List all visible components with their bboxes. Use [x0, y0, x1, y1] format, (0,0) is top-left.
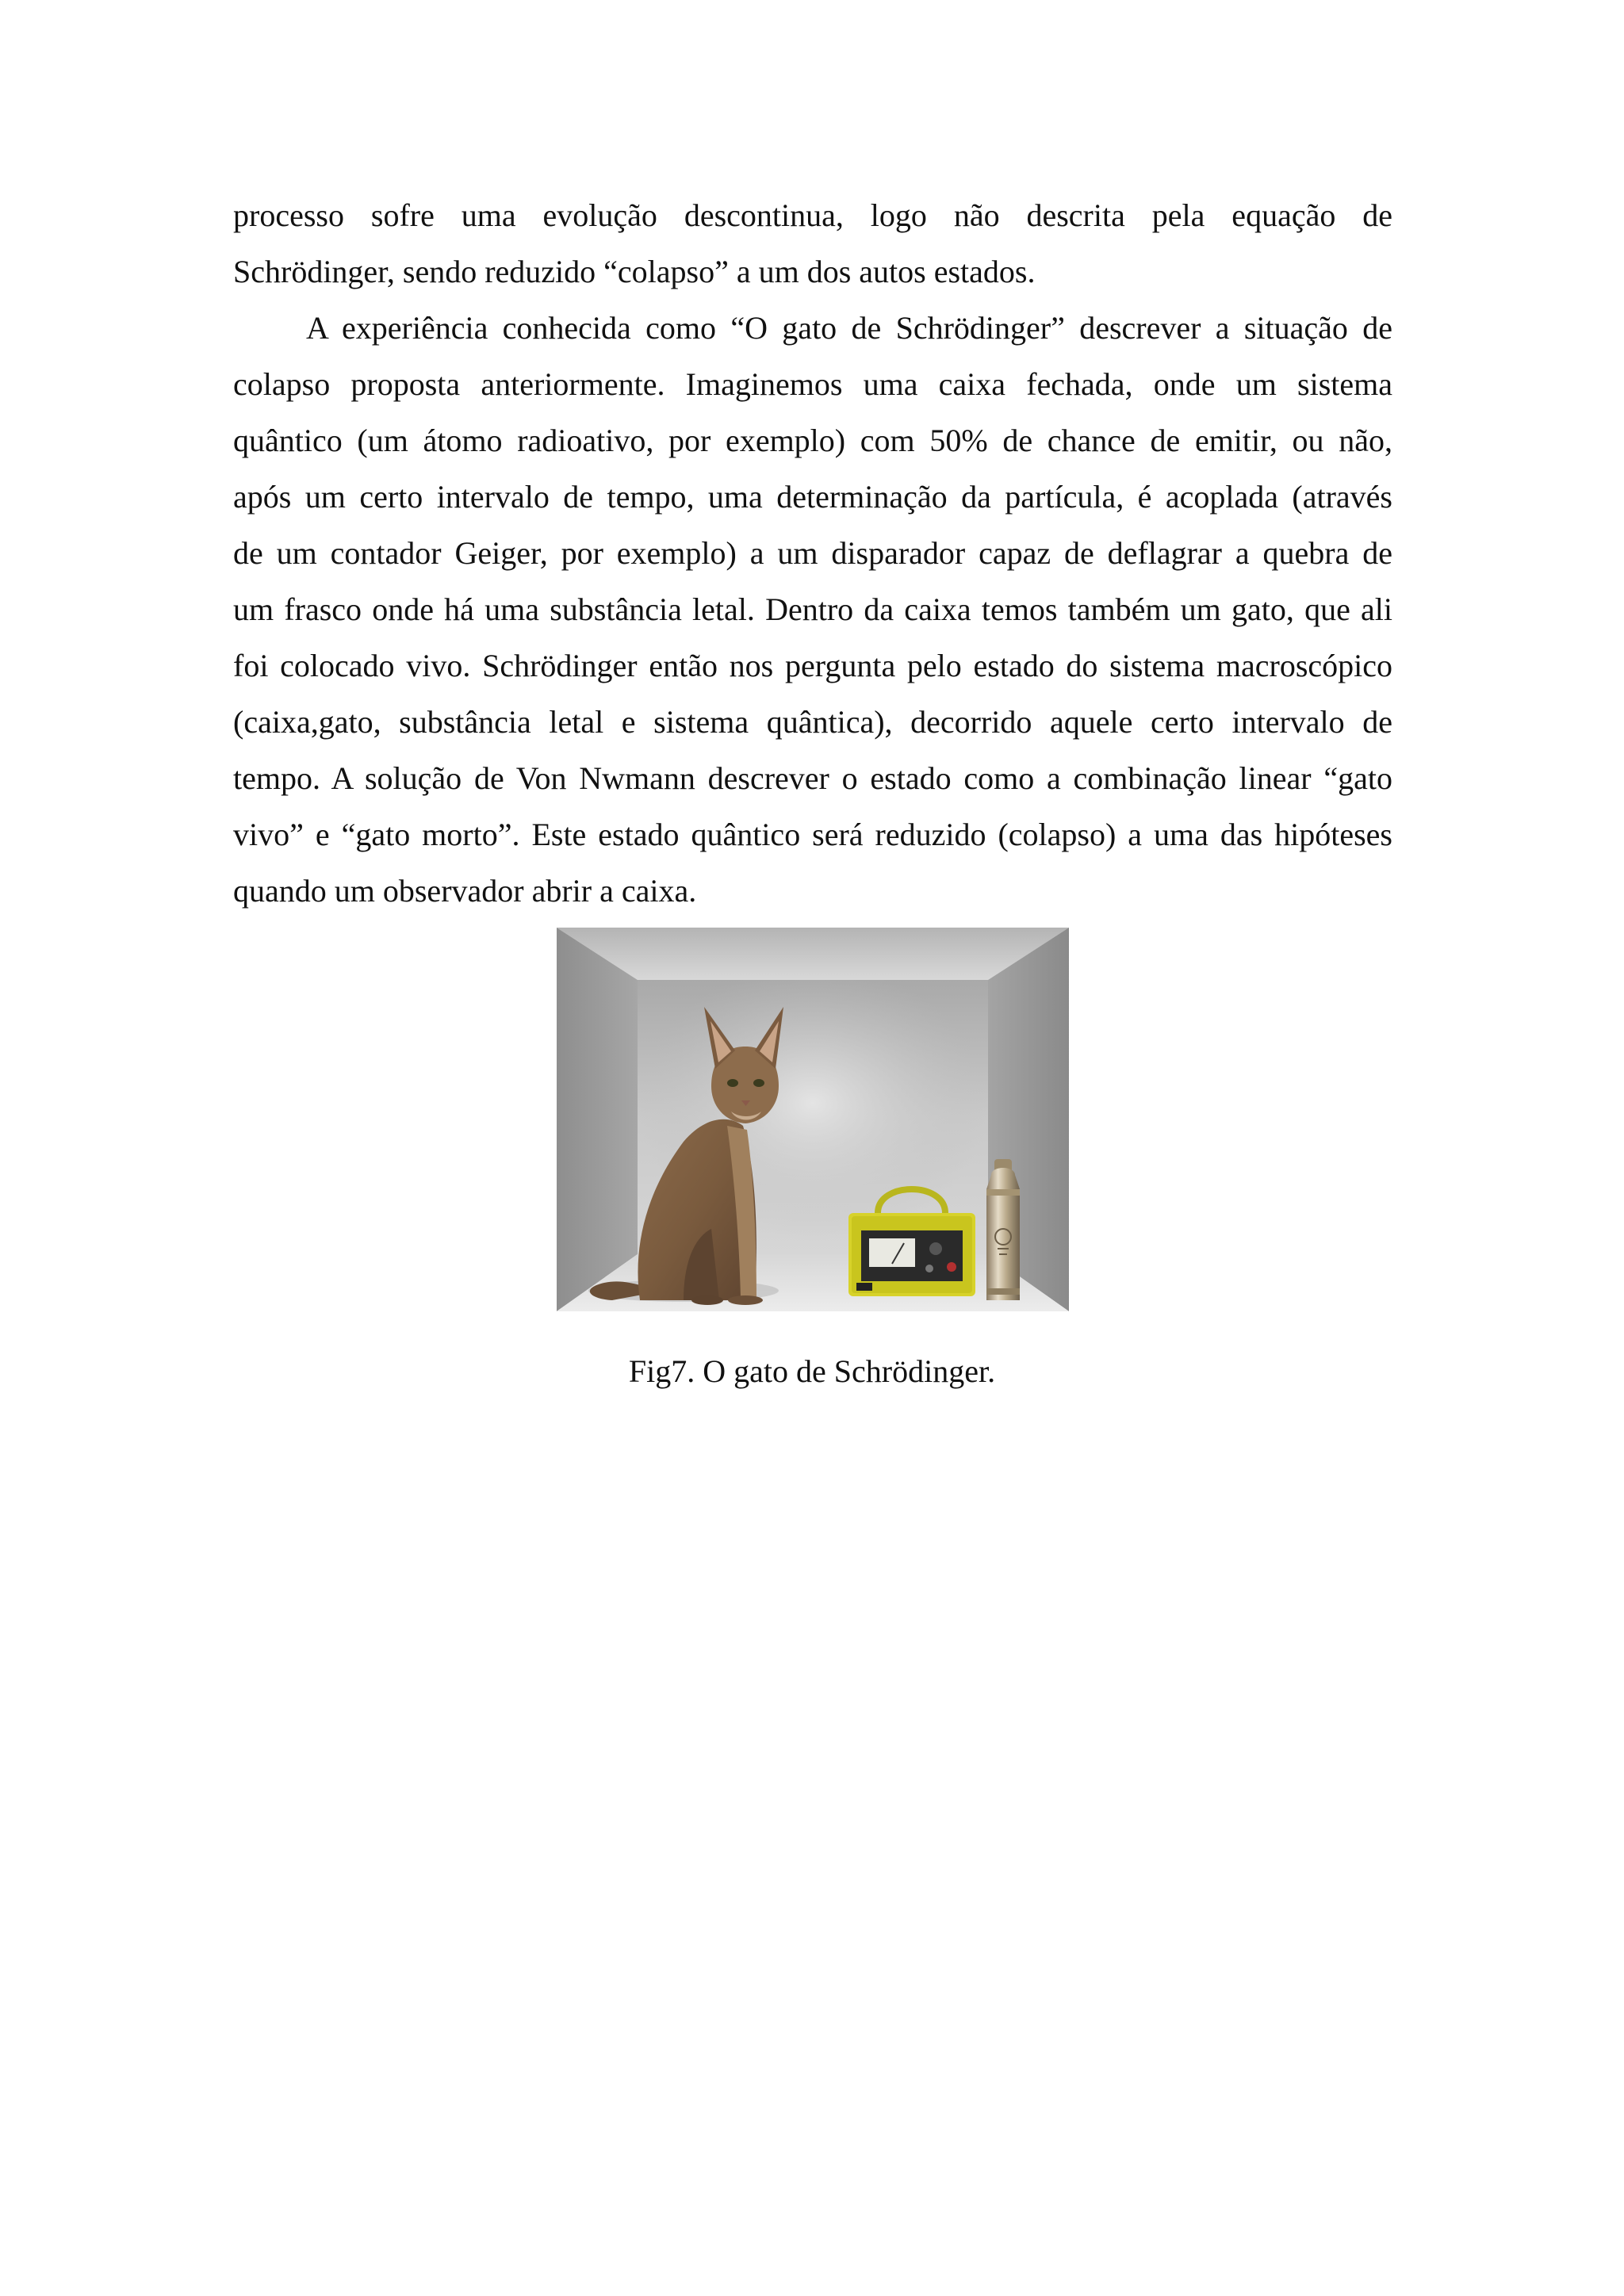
box-left-wall — [557, 928, 638, 1311]
box-ceiling — [557, 928, 1069, 980]
paragraph-2-line: vivo” e “gato morto”. Este estado quântico será reduzido (colapso) a uma das hipóteses — [233, 817, 1392, 852]
paragraph-2-line: colapso proposta anteriormente. Imaginemos uma caixa fechada, onde um sistema — [233, 366, 1392, 402]
paragraph-2-line: (caixa,gato, substância letal e sistema quântica), decorrido aquele certo intervalo de — [233, 704, 1392, 740]
paragraph-2-line: foi colocado vivo. Schrödinger então nos pergunta pelo estado do sistema macroscópico — [233, 648, 1392, 683]
schrodinger-cat-figure — [557, 928, 1069, 1311]
paragraph-2-line: após um certo intervalo de tempo, uma determinação da partícula, é acoplada (através — [233, 479, 1392, 515]
body-text — [233, 187, 1392, 919]
paragraph-1-line: Schrödinger, sendo reduzido “colapso” a um dos autos estados. — [233, 254, 1036, 289]
paragraph-2-line: A experiência conhecida como “O gato de Schrödinger” descrever a situação de — [306, 310, 1392, 346]
figure-caption: Fig7. O gato de Schrödinger. — [628, 1353, 996, 1389]
paragraph-2-line: um frasco onde há uma substância letal. Dentro da caixa temos também um gato, que ali — [233, 591, 1392, 627]
paragraph-2-line: de um contador Geiger, por exemplo) a um disparador capaz de deflagrar a quebra de — [233, 535, 1392, 571]
poison-flask-icon — [986, 1159, 1020, 1300]
paragraph-2-line: quântico (um átomo radioativo, por exemplo) com 50% de chance de emitir, ou não, — [233, 423, 1392, 458]
paragraph-2-line: quando um observador abrir a caixa. — [233, 873, 697, 909]
cat-in-box-illustration — [557, 928, 1069, 1311]
paragraph-2-line: tempo. A solução de Von Nwmann descrever o estado como a combinação linear “gato — [233, 760, 1392, 796]
paragraph-1-line: processo sofre uma evolução descontinua, logo não descrita pela equação de — [233, 197, 1392, 233]
